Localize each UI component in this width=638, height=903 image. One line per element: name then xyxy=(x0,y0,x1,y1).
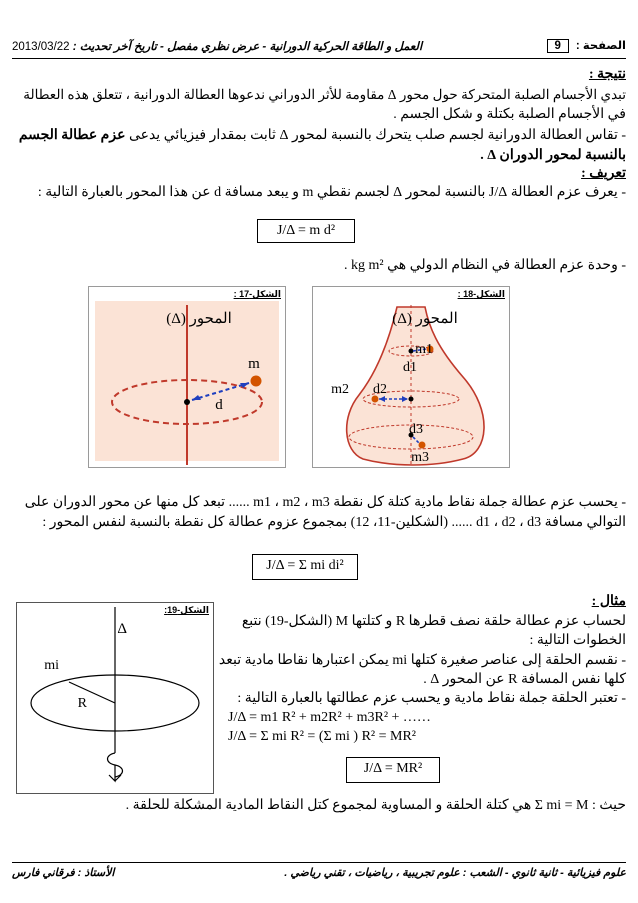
fig17-center-dot xyxy=(184,399,190,405)
result-line-3-text: - تقاس العطالة الدورانية لجسم صلب يتحرك بالنسبة لمحور Δ ثابت بمقدار فيزيائي يدعى xyxy=(128,128,626,143)
figure-18-caption: الشكل-18 : xyxy=(457,289,505,299)
fig18-center-1 xyxy=(409,349,414,354)
figure-18 xyxy=(312,286,510,468)
result-line-1: تبدي الأجسام الصلبة المتحركة حول محور Δ مقاومة للأثر الدوراني ندعوها العطالة الدورانية ، تتعلق هذه العطالة xyxy=(23,87,626,102)
fig17-mass-label: m xyxy=(248,356,260,372)
page-number: 9 xyxy=(547,39,569,53)
definition-heading: تعريف : xyxy=(581,166,626,181)
rotation-arrow-icon xyxy=(108,753,123,781)
example-formula-2: J/Δ = Σ mi R² = (Σ mi ) R² = MR² xyxy=(228,729,416,744)
figure-19-drawing xyxy=(17,603,213,793)
example-line-3: - نقسم الحلقة إلى عناصر صغيرة كتلها mi يمكن اعتبارها نقاطا مادية تبعد xyxy=(218,653,626,668)
fig19-axis-label: Δ xyxy=(117,621,127,637)
result-line-3 xyxy=(12,127,626,145)
fig18-body xyxy=(347,307,484,465)
example-line-4: كلها نفس المسافة R عن المحور Δ . xyxy=(423,672,626,687)
figure-17-caption: الشكل-17 : xyxy=(233,289,281,299)
example-line-1: لحساب عزم عطالة حلقة نصف قطرها R و كتلتها M (الشكل-19) نتبع xyxy=(241,614,626,629)
example-line-5: - تعتبر الحلقة جملة نقاط مادية و يحسب عزم عطالتها بالعبارة التالية : xyxy=(237,691,626,706)
fig18-m1-label: m1 xyxy=(415,342,433,357)
figure-17 xyxy=(88,286,286,468)
fig18-mass-3 xyxy=(419,442,426,449)
example-closing: حيث : Σ mi = M هي كتلة الحلقة و المساوية لمجموع كتل النقاط المادية المشكلة للحلقة . xyxy=(125,798,626,813)
fig17-mass-point xyxy=(251,376,262,387)
fig19-radius-line xyxy=(69,682,115,703)
fig19-radius-label: R xyxy=(77,696,87,711)
example-line-2: الخطوات التالية : xyxy=(529,633,626,648)
result-line-4: بالنسبة لمحور الدوران Δ . xyxy=(480,148,626,163)
figure-18-drawing xyxy=(313,287,509,467)
fig18-d1-label: d1 xyxy=(403,360,417,375)
fig18-d3-label: d3 xyxy=(409,422,423,437)
fig18-axis-label: المحور (Δ) xyxy=(392,311,458,327)
general-line-1: - يحسب عزم عطالة جملة نقاط مادية كتلة كل نقطة m1 ، m2 ، m3 ...... تبعد كل منها عن محور الدوران على xyxy=(24,495,626,510)
fig18-d2-label: d2 xyxy=(373,382,387,397)
definition-line-1: - يعرف عزم العطالة J/Δ بالنسبة لمحور Δ لجسم نقطي m و يبعد مسافة d عن هذا المحور بالعبارة التالية : xyxy=(37,185,626,200)
fig17-distance-label: d xyxy=(215,397,223,413)
fig18-m3-label: m3 xyxy=(411,450,429,465)
fig19-mass-label: mi xyxy=(44,658,59,673)
header-date: 2013/03/22 xyxy=(12,41,70,53)
fig18-m2-label: m2 xyxy=(331,382,349,397)
figure-19-caption: الشكل-19: xyxy=(164,605,209,615)
fig17-axis-label: المحور (Δ) xyxy=(166,311,232,327)
header-title xyxy=(12,39,422,53)
result-heading: نتيجة : xyxy=(588,67,626,82)
formula-system: J/Δ = Σ mi di² xyxy=(252,554,358,580)
page-number-box xyxy=(547,38,626,53)
page-footer xyxy=(12,862,626,881)
formula-point-mass: J/Δ = m d² xyxy=(257,219,355,243)
footer-teacher: الأستاذ : فرقاني فارس xyxy=(12,867,115,879)
figure-19 xyxy=(16,602,214,794)
result-line-3-bold: عزم عطالة الجسم xyxy=(18,128,126,143)
figure-17-drawing xyxy=(89,287,285,467)
unit-line: - وحدة عزم العطالة في النظام الدولي هي kg m² . xyxy=(344,258,626,273)
footer-course: علوم فيزيائية - ثانية ثانوي - الشعب : علوم تجريبية ، رياضيات ، تقني رياضي . xyxy=(284,867,626,879)
result-line-2: في الأجسام الصلبة بكتلة و شكل الجسم . xyxy=(393,107,626,122)
fig18-center-2 xyxy=(409,397,414,402)
formula-ring: J/Δ = MR² xyxy=(346,757,440,783)
page-label: الصفحة : xyxy=(575,40,626,52)
header-title-text: العمل و الطاقة الحركية الدورانية - عرض نظري مفصل - تاريخ آخر تحديث : xyxy=(72,41,423,53)
general-line-2: التوالي مسافة d1 ، d2 ، d3 ...... (الشكلين-11، 12) بمجموع عزوم عطالة كل نقطة بالنسبة لنفس المحور : xyxy=(42,515,626,530)
page-header xyxy=(12,36,626,59)
example-formula-1: J/Δ = m1 R² + m2R² + m3R² + …… xyxy=(228,710,431,725)
example-heading: مثال : xyxy=(591,594,626,609)
